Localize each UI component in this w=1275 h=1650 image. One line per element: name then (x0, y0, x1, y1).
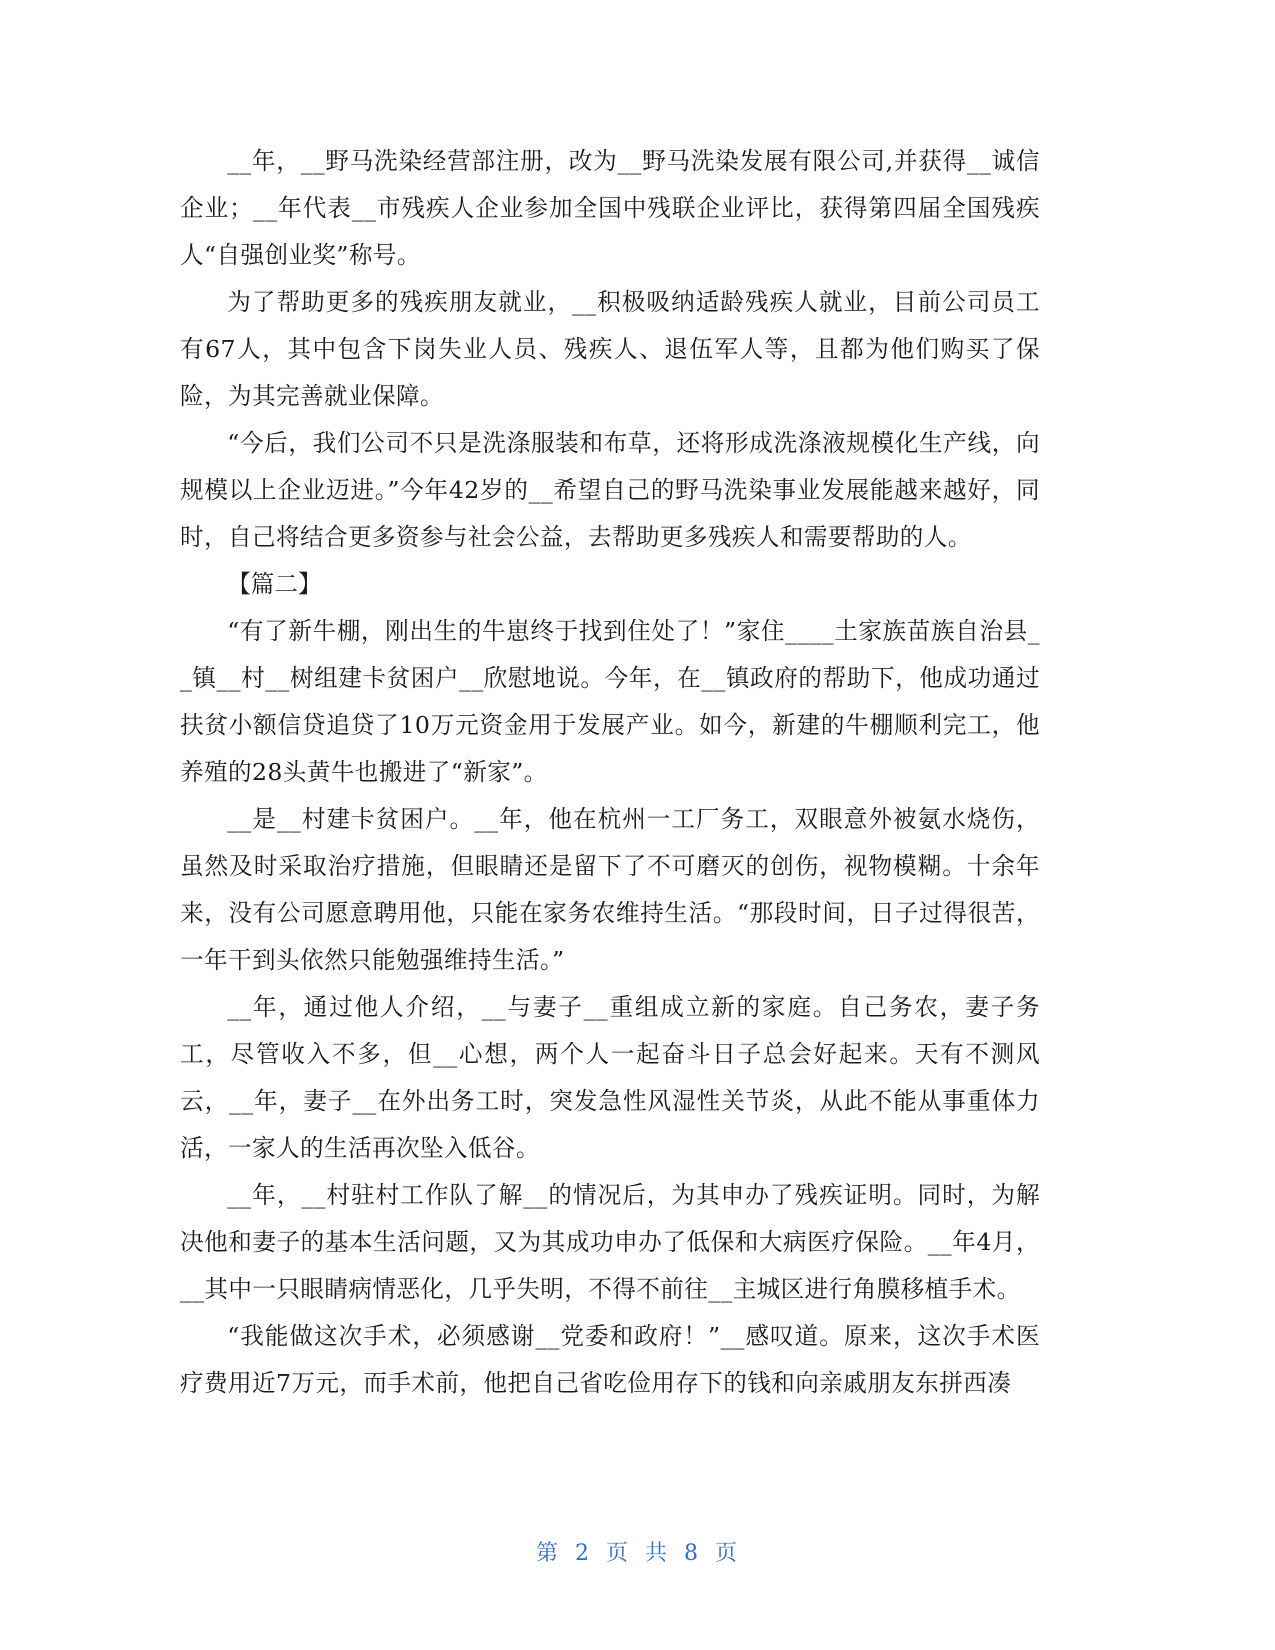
paragraph: __年，通过他人介绍，__与妻子__重组成立新的家庭。自己务农，妻子务工，尽管收入不多，但__心想，两个人一起奋斗日子总会好起来。天有不测风云，__年，妻子__在外出务工时，突发急性风湿性关节炎，从此不能从事重体力活，一家人的生活再次坠入低谷。 (180, 993, 1040, 1162)
page-number-footer: 第 2 页 共 8 页 (536, 1541, 739, 1566)
paragraph: __年，__村驻村工作队了解__的情况后，为其申办了残疾证明。同时，为解决他和妻子的基本生活问题，又为其成功申办了低保和大病医疗保险。__年4月，__其中一只眼睛病情恶化，几乎失明，不得不前往__主城区进行角膜移植手术。 (180, 1181, 1040, 1303)
paragraph: __年，__野马洗染经营部注册，改为__野马洗染发展有限公司,并获得__诚信企业；__年代表__市残疾人企业参加全国中残联企业评比，获得第四届全国残疾人“自强创业奖”称号。 (180, 147, 1040, 269)
paragraph: “有了新牛棚，刚出生的牛崽终于找到住处了！”家住____土家族苗族自治县__镇__村__树组建卡贫困户__欣慰地说。今年，在__镇政府的帮助下，他成功通过扶贫小额信贷追贷了10万元资金用于发展产业。如今，新建的牛棚顺利完工，他养殖的28头黄牛也搬进了“新家”。 (180, 617, 1040, 786)
section-heading: 【篇二】 (227, 570, 322, 598)
paragraph: “今后，我们公司不只是洗涤服装和布草，还将形成洗涤液规模化生产线，向规模以上企业迈进。”今年42岁的__希望自己的野马洗染事业发展能越来越好，同时，自己将结合更多资参与社会公益，去帮助更多残疾人和需要帮助的人。 (180, 429, 1040, 551)
paragraph: __是__村建卡贫困户。__年，他在杭州一工厂务工，双眼意外被氨水烧伤，虽然及时采取治疗措施，但眼睛还是留下了不可磨灭的创伤，视物模糊。十余年来，没有公司愿意聘用他，只能在家务农维持生活。“那段时间，日子过得很苦，一年干到头依然只能勉强维持生活。” (180, 805, 1040, 974)
document-body (180, 138, 1040, 1407)
paragraph: 为了帮助更多的残疾朋友就业，__积极吸纳适龄残疾人就业，目前公司员工有67人，其中包含下岗失业人员、残疾人、退伍军人等，且都为他们购买了保险，为其完善就业保障。 (180, 288, 1040, 410)
paragraph: “我能做这次手术，必须感谢__党委和政府！”__感叹道。原来，这次手术医疗费用近7万元，而手术前，他把自己省吃俭用存下的钱和向亲戚朋友东拼西凑 (180, 1322, 1040, 1397)
